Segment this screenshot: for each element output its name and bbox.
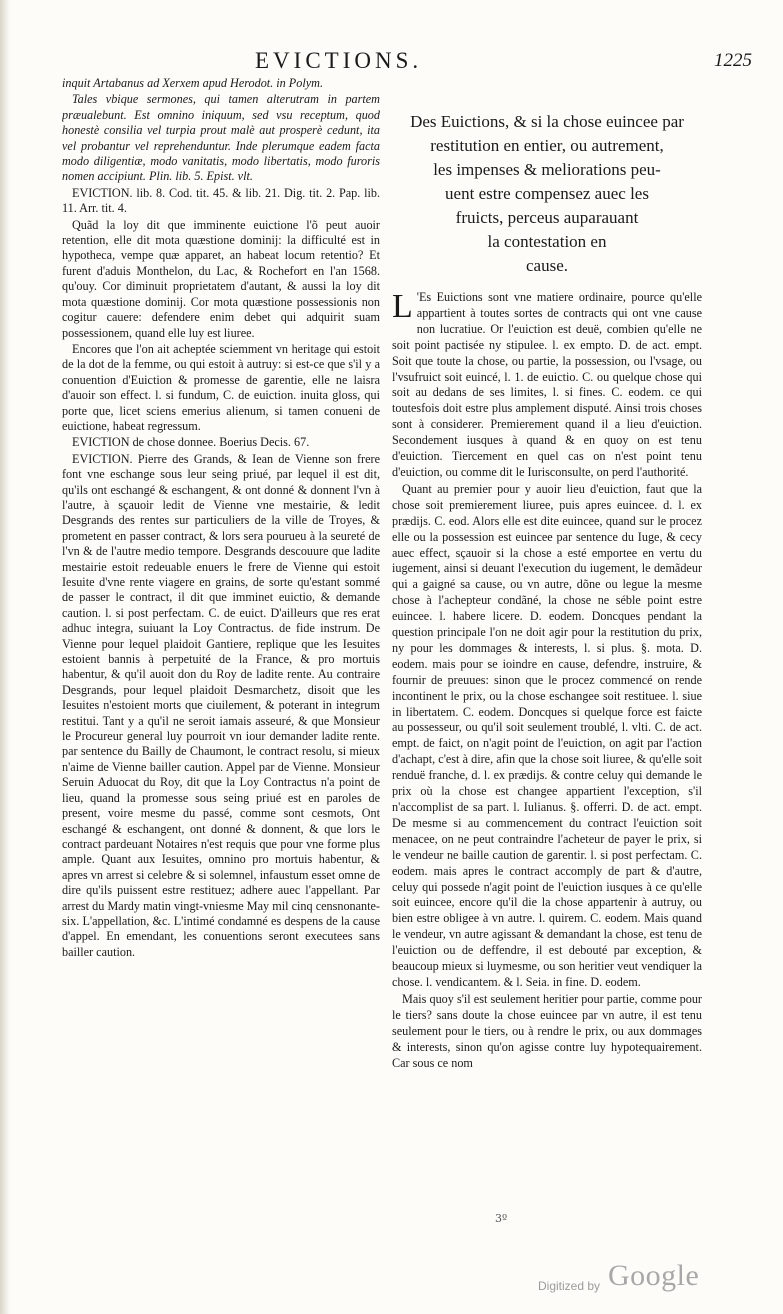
right-body <box>392 290 702 1071</box>
left-paragraph: Tales vbique sermones, qui tamen alterutram in partem præualebunt. Est omnino iniquum, sed vsu receptum, quod honestè consilia vel turpia prout malè aut prosperè cedunt, ita vel probantur vel reprehenduntur. Inde plerumque eadem facta modo diligentiæ, modo vanitatis, modo libertatis, modo furoris nomen accipiunt. Plin. lib. 5. Epist. vlt. <box>62 92 380 184</box>
right-paragraph: Quant au premier pour y auoir lieu d'euiction, faut que la chose soit premierement liuree, puis apres euincee. d. l. ex prædijs. C. eod. Alors elle est dite euincee, quand sur le procez elle ou la possession est euincee par sentence du Iuge, & cecy auec effect, sçauoir si la chose a esté emportee en vertu du iugement, ainsi si deuant l'execution du iugement, le demãdeur qui a gaigné sa cause, ou vn autre, dõne ou legue la mesme chose à l'achepteur condãné, la chose ne séble point estre euincee. l. habere licere. D. eodem. Doncques pendant la question principale l'on ne doit agir pour la restitution du prix, ny pour les dommages & interests, l. si plus. §. mota. D. eodem. mais pour se ioindre en cause, defendre, instruire, & fournir de preuues: sinon que le procez commencé on rende incontinent le prix, ou la chose eschangee soit restituee. l. siue in libertatem. C. eodem. Doncques si quelque force est faicte au possesseur, ou qu'il soit seulement troublé, l. vlti. C. de act. empt. de faict, on n'agit point de l'euiction, on agit par l'action d'achapt, c'est à dire, afin que la chose soit liuree, & qu'elle soit renduë franche, d. l. ex prædijs. & contre celuy qui demande le prix où la chose est changee appartient l'exception, s'il n'accomplist de sa part. l. Iulianus. §. offerri. D. de act. empt. De mesme si au commencement du contract l'euiction soit menacee, on ne peut contraindre l'acheteur de payer le prix, si le vendeur ne baille caution de garentir. l. si post perfectam. C. eodem. mais apres le contract accomply de part & d'autre, celuy qui possede n'agit point de l'euiction iusques à ce qu'elle soit euincee, encore qu'il die la chose appartenir à autruy, ou bien estre obligee à vn autre. l. quirem. C. eodem. Mais quand le vendeur, vn autre agissant & demandant la chose, est tenu de l'euiction ou de deffendre, il est debouté par exception, & beaucoup mieux si luymesme, ou son heritier veut vendiquer la chose. l. vendicantem. & l. Seia. in fine. D. eodem. <box>392 481 702 989</box>
left-paragraph: inquit Artabanus ad Xerxem apud Herodot. in Polym. <box>62 76 323 90</box>
signature-mark: 3º <box>495 1212 508 1225</box>
left-paragraph: EVICTION de chose donnee. Boerius Decis. 67. <box>72 435 310 450</box>
right-paragraph: Mais quoy s'il est seulement heritier pour partie, comme pour le tiers? sans doute la chose euincee par vn autre, il est tenu seulement pour le tiers, ou à rendre le prix, ou aux dommages & interests, sinon qu'on agisse contre luy hypotequairement. Car sous ce nom <box>392 991 702 1070</box>
digitized-by-google-watermark <box>538 1259 778 1303</box>
right-paragraph-text: 'Es Euictions sont vne matiere ordinaire, pource qu'elle appartient à toutes sortes de contracts qui ont vne cause non lucratiue. Or l'euiction est deuë, combien qu'elle ne soit point pactisée ny stipulee. l. ex empto. D. de act. empt. Soit que toute la chose, ou partie, la possession, ou l'vsage, ou l'vsufruict soit euincé, l. 1. de euictio. C. ou quelque chose qui soit au dedans de ses limites, l. si fines. C. eodem. ce qui toutesfois doit estre plus amplement disputé. Ainsi trois choses sont à considerer. Premierement quand il a lieu d'euiction. Secondement iusques à quand & en quoy on est tenu d'euiction. Tiercement en quel cas on n'est point tenu d'euiction, ou comme dit le Iurisconsulte, on perd l'authorité. <box>392 290 702 479</box>
heading-line: la contestation en <box>487 232 607 251</box>
running-title: EVICTIONS. <box>255 48 423 73</box>
left-paragraph: EVICTION. lib. 8. Cod. tit. 45. & lib. 21. Dig. tit. 2. Pap. lib. 11. Arr. tit. 4. <box>62 185 380 216</box>
drop-cap: L <box>392 288 413 325</box>
left-paragraph: Encores que l'on ait acheptée sciemment vn heritage qui estoit de la dot de la femme, ou qui estoit à autruy: si est-ce que s'il y a conuention d'Euiction & promesse de garentie, elle ne laisra d'auoir son effect. l. si fundum, C. de euiction. inuita gloss, qui porte que, licet sciens emerius alienum, si tamen conueni de euictione, habeat regressum. <box>62 341 380 433</box>
left-column <box>62 76 380 1196</box>
section-heading <box>392 110 702 278</box>
right-column <box>392 110 702 1210</box>
heading-line: Des Euictions, & si la chose euincee par <box>410 112 684 131</box>
running-head <box>60 48 760 78</box>
heading-line: fruicts, perceus auparauant <box>455 208 639 227</box>
google-logo: Google <box>608 1259 700 1292</box>
heading-line: cause. <box>525 256 568 275</box>
digitized-by-label: Digitized by <box>538 1279 601 1293</box>
heading-line: les impenses & meliorations peu- <box>433 160 661 179</box>
right-paragraph <box>392 290 702 481</box>
left-paragraph: Quãd la loy dit que imminente euictione l'õ peut auoir retention, elle dit mota quæstione dominij: la difficulté est in hypotheca, vempe quæ apparet, an habeat locum retentio? Et furent d'aduis Monthelon, du Lac, & Rochefort en l'an 1568. qu'ouy. Cor diminuit proprietatem d'autant, & aussi la loy dit mota quæstione dominij. Cor mota quæstione possessionis non cogitur cauere: defendere enim debet qui adquirit suam possessionem, quand elle luy est liuree. <box>62 217 380 340</box>
heading-line: restitution en entier, ou autrement, <box>430 136 664 155</box>
heading-line: uent estre compensez auec les <box>445 184 649 203</box>
page-spine-shadow <box>0 0 10 1314</box>
left-paragraph: EVICTION. Pierre des Grands, & Iean de Vienne son frere font vne eschange sous leur seing priué, par lequel il est dit, qu'ils ont eschangé & eschangent, & ont donné & donnent l'vn à l'autre, à sçauoir ledit de Vienne vne mestairie, & ledit Desgrands des rentes sur particuliers de la ville de Troyes, & prometent en passer contract, & lors sera pourueu à la seureté de l'vn & de l'autre medio tempore. Desgrands descouure que ladite mestairie estoit redeuable enuers le frere de Vienne qui estoit Iesuite d'vne rente viagere en grains, de sorte qu'estant sommé de passer le contract, il dit que imminet euictio, & demande caution. l. si post perfectam. C. de euict. D'ailleurs que res erat adhuc integra, suiuant la Loy Contractus. de fide instrum. De Vienne pour lequel plaidoit Gantiere, replique que les Iesuites estoient bannis à perpetuité de la France, & pro mortuis habentur, & qu'il auoit don du Roy de ladite rente. Au contraire Desgrands, pour lequel plaidoit Desmarchetz, disoit que les Iesuites n'estoient morts que ciuilement, & poterant in integrum restitui. Tant y a qu'il ne seroit iamais asseuré, & que Monsieur le Procureur general luy pourroit vn iour demander ladite rente. par sentence du Bailly de Chaumont, le contract resolu, si mieux n'aime de Vienne bailler caution. Appel par de Vienne. Monsieur Seruin Aduocat du Roy, dit que la Loy Contractus n'a point de lieu, quand la promesse sous seing priué est en paroles de present, voire mesme du passé, comme sont cesmots, Ont eschangé & eschangent, ont donné & donnent, & que lors le contract pardeuant Notaires n'est requis que pour vne forme plus ample. Quant aux Iesuites, omnino pro mortuis habentur, & apres vn arrest si celebre & si solemnel, infaustum esset omne de dire qu'ils puissent estre restituez; adhere auec l'appellant. Par arrest du Mardy matin vingt-vniesme May mil cinq censnonante-six. L'appellation, &c. L'intimé condamné es despens de la cause d'appel. En emendant, les conuentions seront executees sans bailler caution. <box>62 451 380 959</box>
page-number: 1225 <box>714 50 752 71</box>
